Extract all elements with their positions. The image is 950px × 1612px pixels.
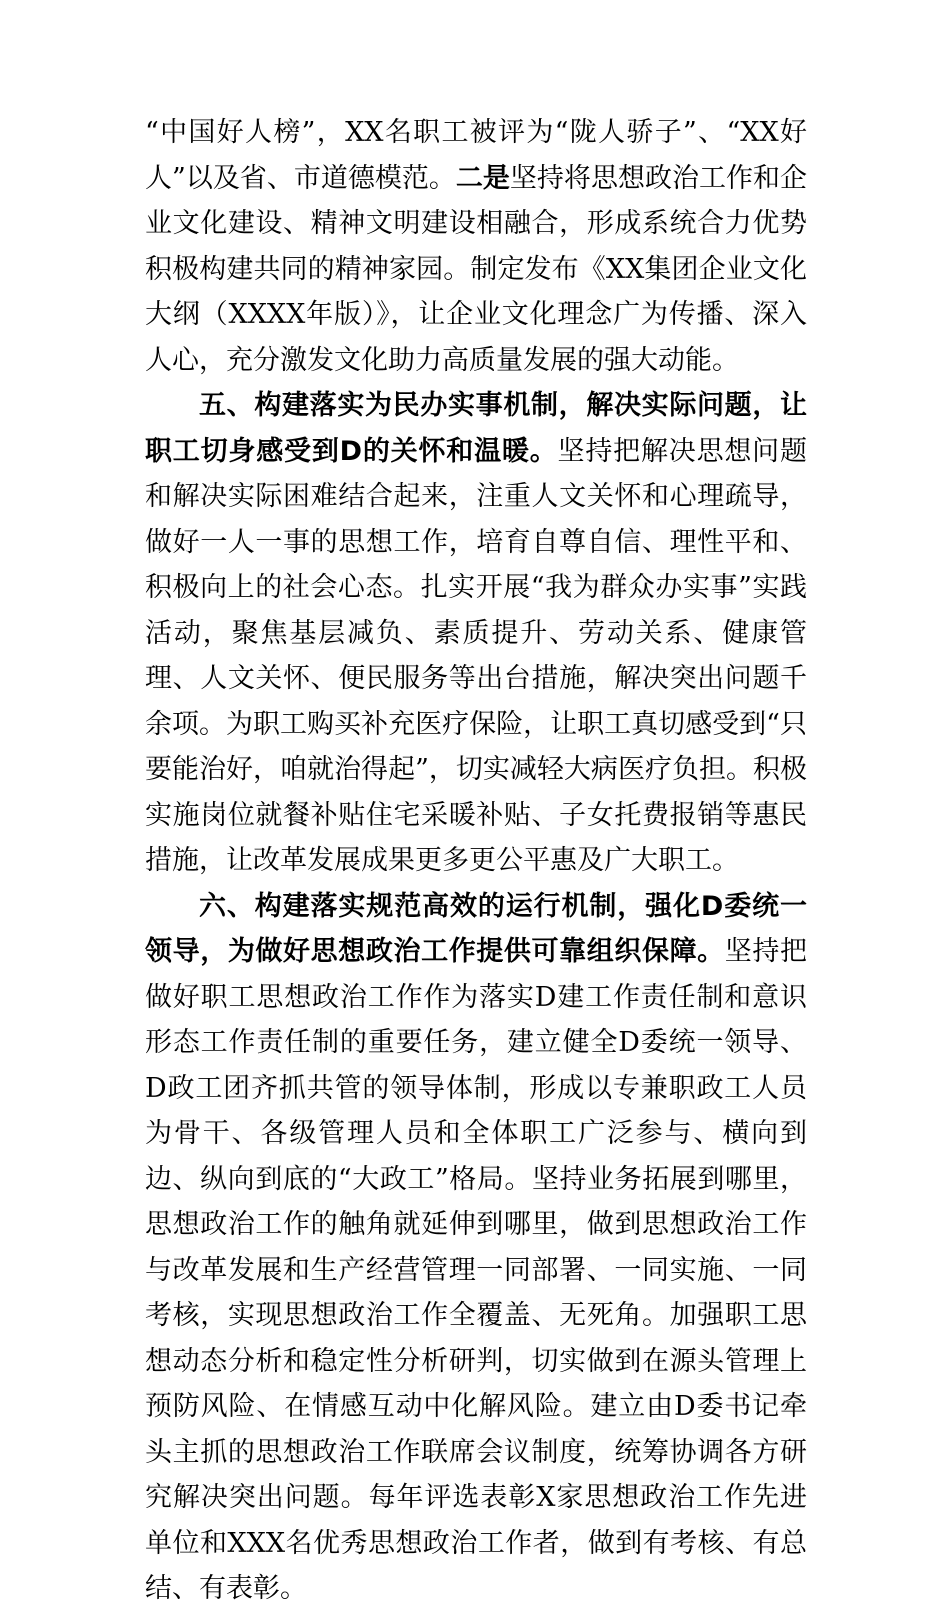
emphasis-text: 二是	[455, 162, 510, 194]
paragraph-text: “中国好人榜”，XX名职工被评为“陇人骄子”、“XX好人”以及省、市道德模范。	[145, 117, 807, 194]
section-heading: 五、构建落实为民办实事机制，解决实际问题，让职工切身感受到D的关怀和温暖。	[145, 390, 807, 467]
paragraph-section-five	[145, 383, 807, 884]
paragraph-text: 坚持把解决思想问题和解决实际困难结合起来，注重人文关怀和心理疏导，做好一人一事的思想工作，培育自尊自信、理性平和、积极向上的社会心态。扎实开展“我为群众办实事”实践活动，聚焦基层减负、素质提升、劳动关系、健康管理、人文关怀、便民服务等出台措施，解决突出问题千余项。为职工购买补充医疗保险，让职工真切感受到“只要能治好，咱就治得起”，切实减轻大病医疗负担。积极实施岗位就餐补贴住宅采暖补贴、子女托费报销等惠民措施，让改革发展成果更多更公平惠及广大职工。	[145, 435, 807, 876]
paragraph-continuation	[145, 110, 807, 383]
document-body	[145, 110, 807, 1612]
paragraph-section-six	[145, 884, 807, 1612]
paragraph-text: 坚持将思想政治工作和企业文化建设、精神文明建设相融合，形成系统合力优势积极构建共同的精神家园。制定发布《XX集团企业文化大纲（XXXX年版）》，让企业文化理念广为传播、深入人心，充分激发文化助力高质量发展的强大动能。	[145, 162, 807, 376]
section-heading: 六、构建落实规范高效的运行机制，强化D委统一领导，为做好思想政治工作提供可靠组织保障。	[145, 890, 807, 967]
paragraph-text: 坚持把做好职工思想政治工作作为落实D建工作责任制和意识形态工作责任制的重要任务，建立健全D委统一领导、D政工团齐抓共管的领导体制，形成以专兼职政工人员为骨干、各级管理人员和全体职工广泛参与、横向到边、纵向到底的“大政工”格局。坚持业务拓展到哪里，思想政治工作的触角就延伸到哪里，做到思想政治工作与改革发展和生产经营管理一同部署、一同实施、一同考核，实现思想政治工作全覆盖、无死角。加强职工思想动态分析和稳定性分析研判，切实做到在源头管理上预防风险、在情感互动中化解风险。建立由D委书记牵头主抓的思想政治工作联席会议制度，统筹协调各方研究解决突出问题。每年评选表彰X家思想政治工作先进单位和XXX名优秀思想政治工作者，做到有考核、有总结、有表彰。	[145, 936, 808, 1604]
